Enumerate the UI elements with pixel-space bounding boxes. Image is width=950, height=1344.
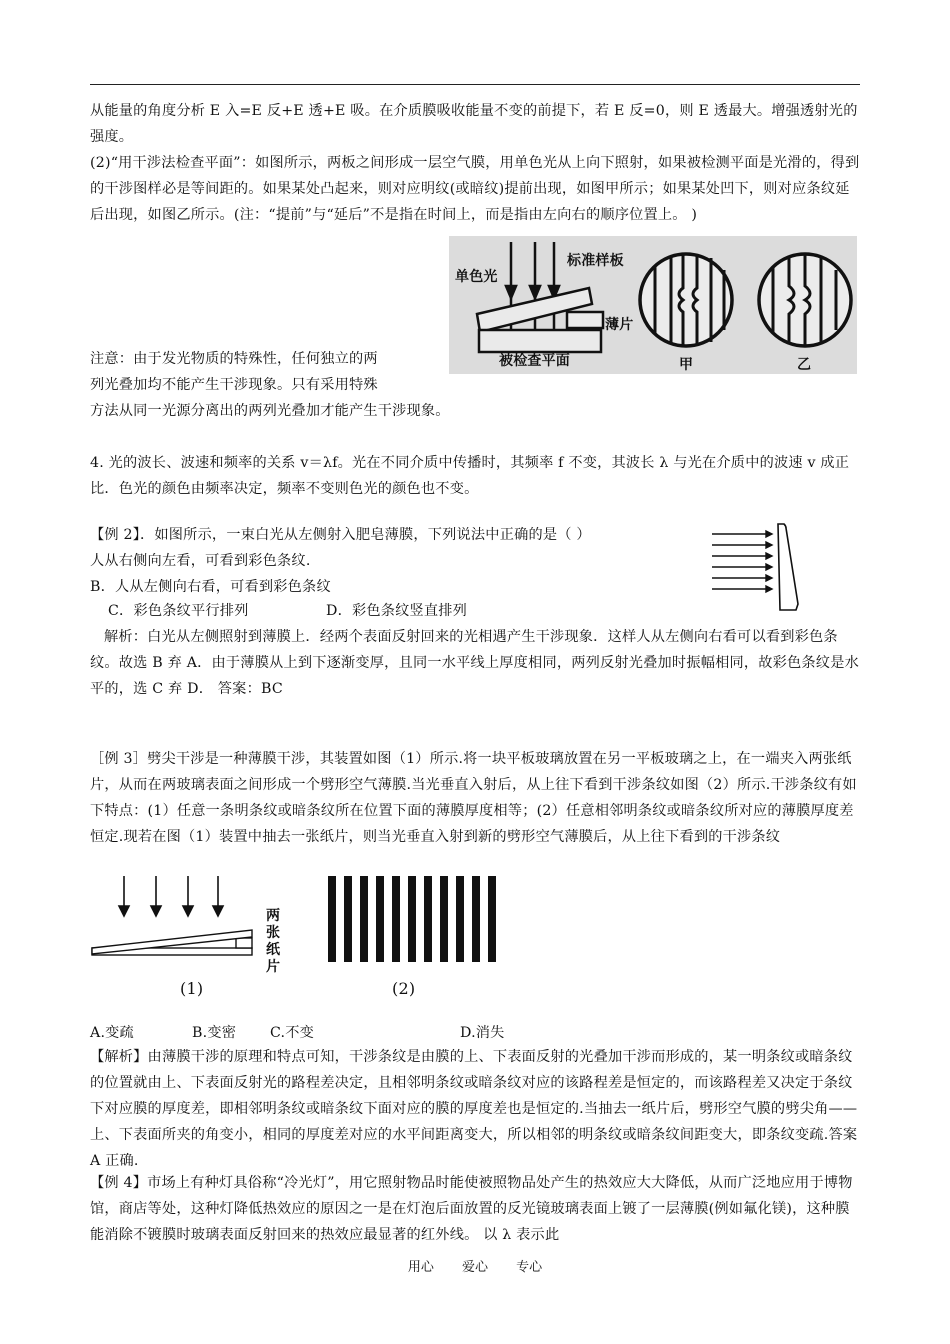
- label-fig-1: (1): [180, 979, 204, 998]
- figure-wedge-drawing: [90, 870, 506, 1010]
- example2-stem: 【例 2】．如图所示，一束白光从左侧射入肥皂薄膜，下列说法中正确的是（ ）: [90, 527, 591, 543]
- example3-option-a: A.变疏: [90, 1025, 134, 1041]
- example3-option-d: D.消失: [460, 1025, 505, 1041]
- example2-option-b: B．人从左侧向右看，可看到彩色条纹: [90, 579, 331, 595]
- figure-wedge-interference: [90, 870, 506, 1010]
- soap-film: [778, 524, 798, 610]
- thin-sheet: [567, 312, 603, 328]
- figure-soap-film-drawing: [706, 520, 810, 612]
- label-two-papers: 两张纸片: [266, 908, 281, 975]
- note-line-3: 方法从同一光源分离出的两列光叠加才能产生干涉现象。: [90, 403, 450, 419]
- footer-word-1: 用心: [407, 1260, 434, 1275]
- example4-text: 【例 4】市场上有种灯具俗称“冷光灯”，用它照射物品时能使被照物品处产生的热效应大大降低，从而广泛地应用于博物馆，商店等处，这种灯降低热效应的原因之一是在灯泡后面放置的反光镜玻璃表面上镀了一层薄膜(例如氟化镁)，这种膜能消除不镀膜时玻璃表面反射回来的热效应最显著的红外线。 以 λ 表示此: [90, 1175, 853, 1243]
- fringe-circle-jia: [640, 254, 732, 346]
- example2-analysis: 解析：白光从左侧照射到薄膜上．经两个表面反射回来的光相遇产生干涉现象．这样人从左侧向右看可以看到彩色条纹。故选 B 弃 A．由于薄膜从上到下逐渐变厚，且同一水平线上厚度相同，两列反射光叠加时振幅相同，故彩色条纹是水平的，选 C 弃 D． 答案：BC: [90, 629, 859, 697]
- example2-option-c: C．彩色条纹平行排列: [108, 603, 249, 619]
- footer-word-2: 爱心: [461, 1260, 488, 1275]
- white-light-arrows: [712, 531, 772, 592]
- figure-plane-inspection: [449, 236, 857, 374]
- example3-stem: ［例 3］劈尖干涉是一种薄膜干涉，其装置如图（1）所示.将一块平板玻璃放置在另一平板玻璃之上，在一端夹入两张纸片，从而在两玻璃表面之间形成一个劈形空气薄膜.当光垂直入射后，从上往下看到干涉条纹如图（2）所示.干涉条纹有如下特点：(1）任意一条明条纹或暗条纹所在位置下面的薄膜厚度相等；(2）任意相邻明条纹或暗条纹所对应的薄膜厚度差恒定.现若在图（1）装置中抽去一张纸片，则当光垂直入射到新的劈形空气薄膜后，从上往下看到的干涉条纹: [90, 751, 857, 845]
- example3-option-c: C.不变: [270, 1025, 315, 1041]
- footer-word-3: 专心: [516, 1260, 543, 1275]
- paragraph-wave-relation: 4. 光的波长、波速和频率的关系 v＝λf。光在不同介质中传播时，其频率 f 不变，其波长 λ 与光在介质中的波速 v 成正比．色光的颜色由频率决定，频率不变则色光的颜色也不变。: [90, 455, 850, 497]
- label-monochromatic-light: 单色光: [455, 269, 498, 285]
- paragraph-interference-plane: (2)“用干涉法检查平面”：如图所示，两板之间形成一层空气膜，用单色光从上向下照射，如果被检测平面是光滑的，得到的干涉图样必是等间距的。如果某处凸起来，则对应明纹(或暗纹)提前出现，如图甲所示；如果某处凹下，则对应条纹延后出现，如图乙所示。(注：“提前”与“延后”不是指在时间上，而是指由左向右的顺序位置上。 ): [90, 155, 860, 223]
- paper-pieces: [236, 938, 252, 948]
- page-footer: [0, 1256, 950, 1275]
- example2-option-a: 人从右侧向左看，可看到彩色条纹.: [90, 553, 311, 569]
- interference-fringes: [328, 876, 496, 962]
- note-line-1: 注意：由于发光物质的特殊性，任何独立的两: [90, 351, 378, 367]
- label-yi: 乙: [797, 357, 812, 373]
- note-line-2: 列光叠加均不能产生干涉现象。只有采用特殊: [90, 377, 378, 393]
- label-inspected-plane: 被检查平面: [499, 353, 570, 369]
- fringe-circle-yi: [759, 254, 851, 346]
- label-thin-sheet: 薄片: [605, 317, 634, 333]
- figure-soap-film: [706, 520, 810, 612]
- label-jia: 甲: [679, 357, 694, 373]
- paragraph-energy: 从能量的角度分析 E 入=E 反+E 透+E 吸。在介质膜吸收能量不变的前提下，若 E 反=0，则 E 透最大。增强透射光的强度。: [90, 103, 858, 145]
- label-standard-plate: 标准样板: [567, 253, 624, 269]
- header-rule: [90, 84, 860, 85]
- label-fig-2: (2): [392, 979, 416, 998]
- example3-analysis: 【解析】由薄膜干涉的原理和特点可知，干涉条纹是由膜的上、下表面反射的光叠加干涉而形成的，某一明条纹或暗条纹的位置就由上、下表面反射光的路程差决定，且相邻明条纹或暗条纹对应的该路程差是恒定的，而该路程差又决定于条纹下对应膜的厚度差，即相邻明条纹或暗条纹下面对应的膜的厚度差也是恒定的.当抽去一纸片后，劈形空气膜的劈尖角——上、下表面所夹的角变小，相同的厚度差对应的水平间距离变大，所以相邻的明条纹或暗条纹间距变大，即条纹变疏.答案 A 正确.: [90, 1049, 858, 1169]
- example2-option-d: D．彩色条纹竖直排列: [326, 603, 468, 619]
- incident-light-arrows: [119, 876, 223, 916]
- example3-option-b: B.变密: [192, 1025, 237, 1041]
